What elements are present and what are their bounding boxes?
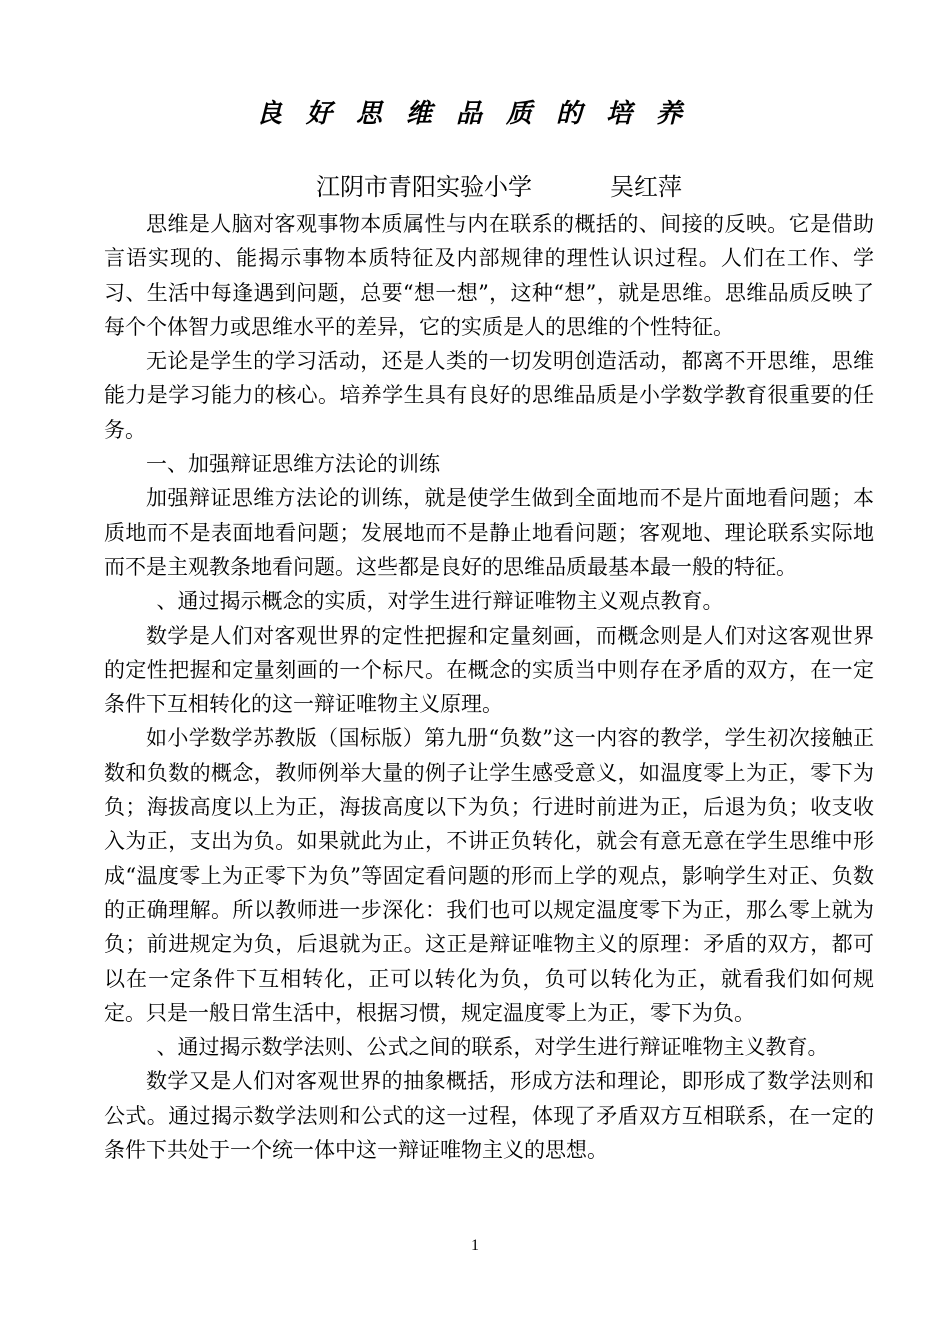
paragraph-section-1: 加强辩证思维方法论的训练，就是使学生做到全面地而不是片面地看问题；本质地而不是表面地看问题；发展地而不是静止地看问题；客观地、理论联系实际地而不是主观教条地看问题。这些都是良好的思维品质最基本最一般的特征。 xyxy=(104,486,874,579)
document-body xyxy=(104,207,874,1167)
paragraph-task: 无论是学生的学习活动，还是人类的一切发明创造活动，都离不开思维，思维能力是学习能力的核心。培养学生具有良好的思维品质是小学数学教育很重要的任务。 xyxy=(104,349,874,442)
document-title: 良好思维品质的培养 xyxy=(255,99,706,129)
paragraph-formulas: 数学又是人们对客观世界的抽象概括，形成方法和理论，即形成了数学法则和公式。通过揭示数学法则和公式的这一过程，体现了矛盾双方互相联系，在一定的条件下共处于一个统一体中这一辩证唯物主义的思想。 xyxy=(104,1069,874,1163)
paragraph-intro: 思维是人脑对客观事物本质属性与内在联系的概括的、间接的反映。它是借助言语实现的、能揭示事物本质特征及内部规律的理性认识过程。人们在工作、学习、生活中每逢遇到问题，总要“想一想”，这种“想”，就是思维。思维品质反映了每个个体智力或思维水平的差异，它的实质是人的思维的个性特征。 xyxy=(104,212,874,339)
page-number: 1 xyxy=(471,1237,479,1254)
section-heading-1: 一、加强辩证思维方法论的训练 xyxy=(146,452,440,477)
subheading-formulas: 、通过揭示数学法则、公式之间的联系，对学生进行辩证唯物主义教育。 xyxy=(156,1035,829,1060)
byline xyxy=(316,170,682,204)
paragraph-negative-numbers: 如小学数学苏教版（国标版）第九册“负数”这一内容的教学，学生初次接触正数和负数的概念，教师例举大量的例子让学生感受意义，如温度零上为正，零下为负；海拔高度以上为正，海拔高度以下为负；行进时前进为正，后退为负；收支收入为正，支出为负。如果就此为止，不讲正负转化，就会有意无意在学生思维中形成“温度零上为正零下为负”等固定看问题的形而上学的观点，影响学生对正、负数的正确理解。所以教师进一步深化：我们也可以规定温度零下为正，那么零上就为负；前进规定为负，后退就为正。这正是辩证唯物主义的原理：矛盾的双方，都可以在一定条件下互相转化，正可以转化为负，负可以转化为正，就看我们如何规定。只是一般日常生活中，根据习惯，规定温度零上为正，零下为负。 xyxy=(104,726,874,1025)
subheading-concepts: 、通过揭示概念的实质，对学生进行辩证唯物主义观点教育。 xyxy=(156,589,724,614)
byline-author: 吴红萍 xyxy=(610,173,682,201)
byline-school: 江阴市青阳实验小学 xyxy=(316,173,532,201)
paragraph-concepts: 数学是人们对客观世界的定性把握和定量刻画，而概念则是人们对这客观世界的定性把握和定量刻画的一个标尺。在概念的实质当中则存在矛盾的双方，在一定条件下互相转化的这一辩证唯物主义原理。 xyxy=(104,623,874,717)
